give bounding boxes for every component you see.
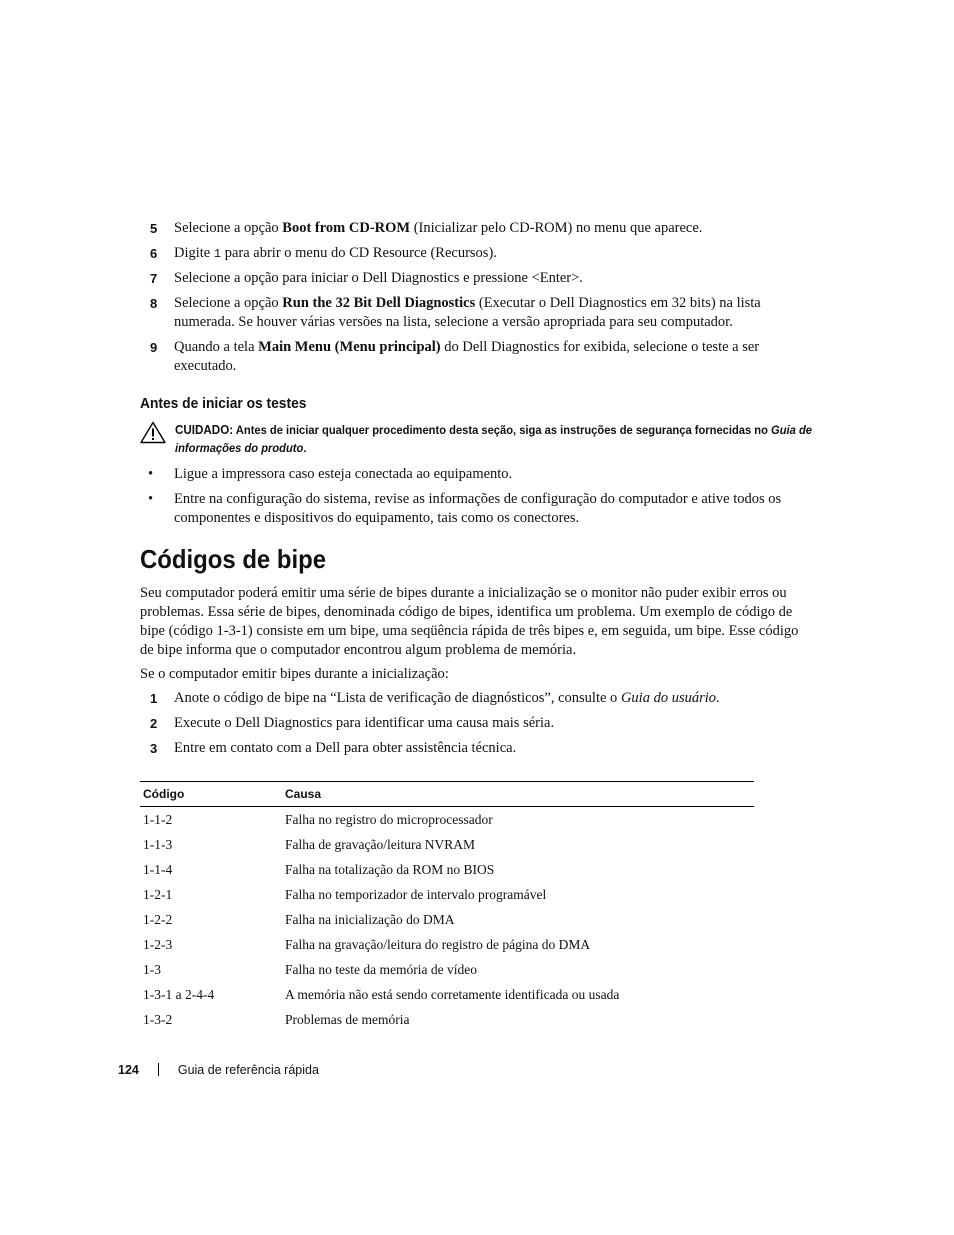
code-cell: 1-2-1 [143,886,173,902]
table-row [140,882,754,907]
bullet-item: • Ligue a impressora caso esteja conectada ao equipamento. [148,466,513,482]
step-number: 2 [150,716,158,731]
step-text: Selecione a opção Boot from CD-ROM (Inicializar pelo CD-ROM) no menu que aparece. [174,220,703,236]
table-row [140,982,754,1007]
table-row [140,832,754,857]
cause-cell: Falha de gravação/leitura NVRAM [285,836,476,852]
intro-paragraph: Seu computador poderá emitir uma série de bipes durante a inicialização se o monitor não puder exibir erros ou problemas. Essa série de bipes, denominada código de bipes, identifica um problema. Um exemplo de código de bipe (código 1-3-1) consiste em um bipe, uma seqüência rápida de três bipes e, em seguida, um bipe. Esse código de bipe informa que o computador encontrou algum problema de memória. [140,585,799,658]
cause-cell: A memória não está sendo corretamente identificada ou usada [285,986,620,1002]
step-1 [150,689,815,708]
step-3 [150,739,815,758]
bullet-icon: • [148,466,154,482]
table-row [140,857,754,882]
table-row [140,932,754,957]
document-title: Guia de referência rápida [177,1063,319,1077]
cause-cell: Falha no teste da memória de vídeo [285,961,477,977]
cause-cell: Falha na totalização da ROM no BIOS [285,861,495,877]
table-row [140,807,754,833]
step-9 [150,338,815,376]
page-footer [118,1062,319,1078]
cause-cell: Problemas de memória [285,1011,410,1027]
step-text: Anote o código de bipe na “Lista de verificação de diagnósticos”, consulte o Guia do usuário. [174,690,720,706]
table-row [140,957,754,982]
code-cell: 1-2-2 [143,911,173,927]
caution-label: CUIDADO: [175,423,234,437]
lead-in-text: Se o computador emitir bipes durante a inicialização: [140,666,449,682]
step-number: 6 [150,246,158,261]
step-7 [150,269,815,288]
step-text: Execute o Dell Diagnostics para identificar uma causa mais séria. [174,715,555,731]
step-5 [150,219,815,238]
code-cell: 1-1-4 [143,861,173,877]
footer-divider [158,1063,159,1076]
column-header-code: Código [140,782,282,807]
code-cell: 1-3-1 a 2-4-4 [143,986,215,1002]
cause-cell: Falha no registro do microprocessador [285,811,493,827]
cause-cell: Falha na gravação/leitura do registro de página do DMA [285,936,591,952]
code-cell: 1-3-2 [143,1011,173,1027]
caution-text: CUIDADO: Antes de iniciar qualquer procedimento desta seção, siga as instruções de segurança fornecidas no Guia de informações do produto. [175,423,812,455]
code-cell: 1-3 [143,961,161,977]
step-8 [150,294,815,332]
beep-code-table [140,781,754,1032]
step-text: Quando a tela Main Menu (Menu principal) do Dell Diagnostics for exibida, selecione o teste a ser executado. [174,339,760,374]
user-guide-reference: Guia do usuário [620,690,717,706]
bullet-item: • Entre na configuração do sistema, revise as informações de configuração do computador e ative todos os componentes e dispositivos do equipamento, tais como os conectores. [148,491,782,526]
table-header-row [140,782,754,807]
step-text: Entre em contato com a Dell para obter assistência técnica. [174,740,517,756]
table-row [140,1007,754,1032]
product-guide-reference: Guia de informações do produto [175,423,812,455]
step-6 [150,244,815,264]
column-header-cause: Causa [282,782,754,807]
menu-option: Boot from CD-ROM [282,220,411,236]
step-number: 8 [150,296,158,311]
step-text: Selecione a opção para iniciar o Dell Diagnostics e pressione <Enter>. [174,270,583,286]
step-number: 5 [150,221,158,236]
menu-option: Run the 32 Bit Dell Diagnostics [282,295,476,311]
section-heading: Antes de iniciar os testes [140,395,307,412]
step-number: 1 [150,691,158,706]
step-number: 9 [150,340,158,355]
cause-cell: Falha na inicialização do DMA [285,911,455,927]
caution-notice [140,421,820,457]
step-text: Selecione a opção Run the 32 Bit Dell Diagnostics (Executar o Dell Diagnostics em 32 bits) na lista numerada. Se houver várias versões na lista, selecione a versão apropriada para seu computador. [174,295,761,330]
bullet-icon: • [148,491,154,507]
code-cell: 1-2-3 [143,936,173,952]
step-number: 3 [150,741,158,756]
warning-triangle-icon [140,421,166,444]
step-text: Digite 1 para abrir o menu do CD Resource (Recursos). [174,245,497,261]
main-heading: Códigos de bipe [140,544,327,574]
key-code: 1 [213,247,222,261]
table-row [140,907,754,932]
code-cell: 1-1-3 [143,836,173,852]
cause-cell: Falha no temporizador de intervalo programável [285,886,547,902]
step-number: 7 [150,271,158,286]
step-2 [150,714,815,733]
menu-option: Main Menu (Menu principal) [258,339,441,355]
code-cell: 1-1-2 [143,811,173,827]
page-number: 124 [118,1063,139,1077]
